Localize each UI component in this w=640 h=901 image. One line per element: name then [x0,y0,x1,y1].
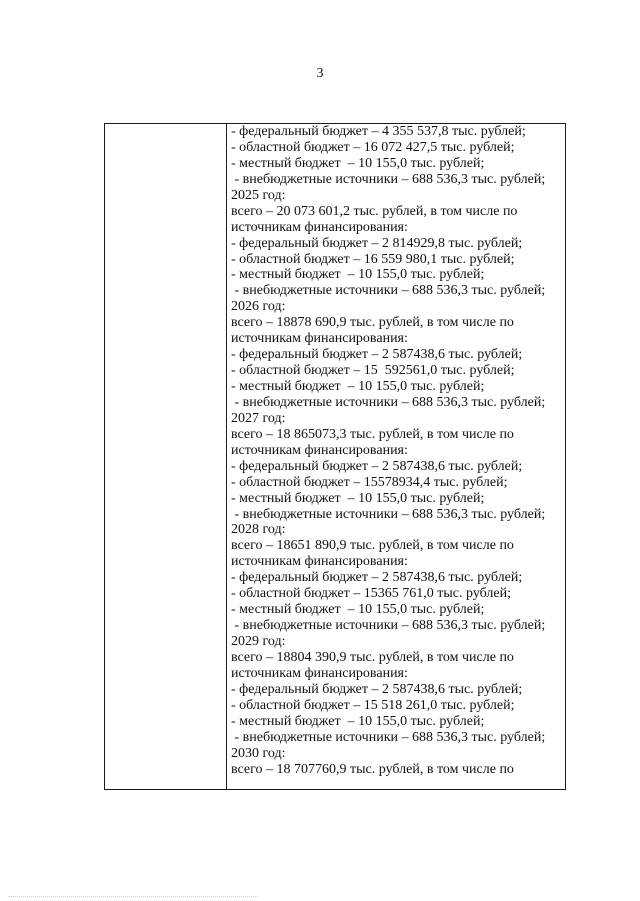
table-line: - местный бюджет – 10 155,0 тыс. рублей; [231,602,485,618]
table-line: источникам финансирования: [231,219,408,235]
table-left-cell [105,124,227,789]
table-line: - местный бюджет – 10 155,0 тыс. рублей; [231,155,485,171]
table-line: 2027 год: [231,410,286,426]
financing-table [104,123,566,790]
table-line: - местный бюджет – 10 155,0 тыс. рублей; [231,379,485,394]
table-line: - федеральный бюджет – 4 355 537,8 тыс. рублей; [231,124,526,139]
table-right-cell [227,124,565,789]
table-line: - федеральный бюджет – 2 587438,6 тыс. рублей; [231,570,523,586]
table-line: - федеральный бюджет – 2 814929,8 тыс. рублей; [231,235,523,251]
table-line: - внебюджетные источники – 688 536,3 тыс. рублей; [231,618,546,634]
table-line: - областной бюджет – 15 592561,0 тыс. рублей; [231,363,515,379]
table-line: - местный бюджет – 10 155,0 тыс. рублей; [231,267,485,283]
table-line: всего – 18651 890,9 тыс. рублей, в том числе по [231,538,514,554]
table-line: - областной бюджет – 15365 761,0 тыс. рублей; [231,586,511,602]
table-line: - внебюджетные источники – 688 536,3 тыс. рублей; [231,506,546,522]
table-line: - внебюджетные источники – 688 536,3 тыс. рублей; [231,171,546,187]
table-line: всего – 20 073 601,2 тыс. рублей, в том числе по [231,203,518,219]
table-line: - областной бюджет – 16 559 980,1 тыс. рублей; [231,251,515,267]
table-line: источникам финансирования: [231,442,408,458]
table-line: - областной бюджет – 15578934,4 тыс. рублей; [231,474,508,490]
table-line: - местный бюджет – 10 155,0 тыс. рублей; [231,713,485,729]
table-line: - областной бюджет – 15 518 261,0 тыс. рублей; [231,697,515,713]
table-line: - федеральный бюджет – 2 587438,6 тыс. рублей; [231,347,523,363]
table-line: всего – 18878 690,9 тыс. рублей, в том числе по [231,315,514,331]
table-line: всего – 18804 390,9 тыс. рублей, в том числе по [231,649,514,665]
table-line: 2026 год: [231,299,286,315]
table-line: - областной бюджет – 16 072 427,5 тыс. рублей; [231,139,515,155]
table-line: источникам финансирования: [231,331,408,347]
table-line: 2030 год: [231,745,286,761]
table-line: - местный бюджет – 10 155,0 тыс. рублей; [231,490,485,506]
table-line: - внебюджетные источники – 688 536,3 тыс. рублей; [231,394,546,410]
page-number: 3 [316,66,324,81]
table-line: 2029 год: [231,634,286,649]
table-line: источникам финансирования: [231,665,408,681]
table-line: всего – 18 865073,3 тыс. рублей, в том числе по [231,426,514,442]
table-line: - внебюджетные источники – 688 536,3 тыс. рублей; [231,729,546,745]
scan-artifact-line [8,896,258,898]
table-line: - внебюджетные источники – 688 536,3 тыс. рублей; [231,283,546,299]
table-line: источникам финансирования: [231,554,408,570]
table-line: - федеральный бюджет – 2 587438,6 тыс. рублей; [231,458,523,474]
financing-lines [227,124,565,777]
table-line: 2025 год: [231,187,286,203]
table-line: 2028 год: [231,522,286,538]
table-line: - федеральный бюджет – 2 587438,6 тыс. рублей; [231,681,523,697]
table-line: всего – 18 707760,9 тыс. рублей, в том числе по [231,761,514,777]
